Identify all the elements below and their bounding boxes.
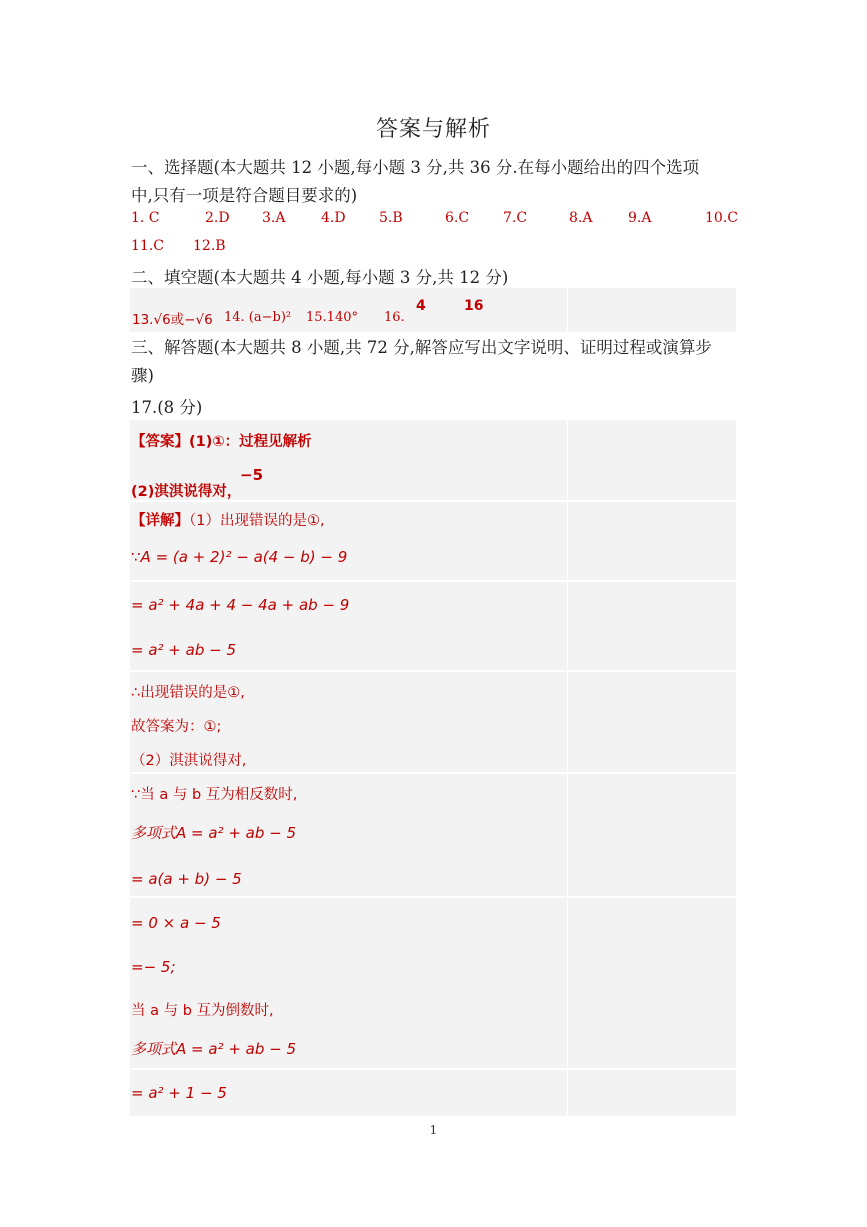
answer-14: 14. (a−b)² — [224, 310, 292, 325]
answer-15: 15.140° — [306, 310, 358, 325]
section1-heading-line1: 一、选择题(本大题共 12 小题,每小题 3 分,共 36 分.在每小题给出的四个选项 — [131, 158, 700, 177]
section1-heading-line2: 中,只有一项是符合题目要求的) — [131, 186, 358, 205]
section3-heading-line2: 骤) — [131, 366, 154, 385]
question-17-heading: 17.(8 分) — [131, 398, 203, 417]
answer-line-1 — [131, 430, 312, 451]
answer-item: 4.D — [321, 210, 346, 226]
section3-heading-line1: 三、解答题(本大题共 8 小题,共 72 分,解答应写出文字说明、证明过程或演算步 — [131, 338, 712, 357]
step-11: =− 5; — [131, 958, 176, 976]
detail-intro: （1）出现错误的是①, — [189, 513, 325, 529]
answer-item: 5.B — [379, 210, 403, 226]
answer-line-2 — [131, 480, 241, 501]
step-6: （2）淇淇说得对, — [131, 753, 247, 769]
step-14: = a² + 1 − 5 — [131, 1084, 227, 1102]
answer-item: 3.A — [262, 210, 286, 226]
fill-blank-answers-box — [130, 288, 736, 332]
step-2: = a² + 4a + 4 − 4a + ab − 9 — [131, 596, 350, 614]
step-5: 故答案为：①; — [131, 719, 222, 735]
answer-item: 9.A — [628, 210, 652, 226]
answer-item: 10.C — [705, 210, 738, 226]
answer-16-value2: 16 — [464, 298, 484, 314]
step-8: 多项式A = a² + ab − 5 — [131, 824, 297, 842]
section2-heading: 二、填空题(本大题共 4 小题,每小题 3 分,共 12 分) — [131, 268, 509, 287]
page-number: 1 — [429, 1123, 438, 1137]
detail-tag: 【详解】 — [131, 513, 189, 529]
step-13: 多项式A = a² + ab − 5 — [131, 1040, 297, 1058]
answer-13: 13.√6或−√6 — [132, 312, 213, 328]
answer-item: 11.C — [131, 238, 164, 254]
choice-answers-row2 — [131, 238, 741, 258]
answer-value: −5 — [240, 466, 264, 484]
step-4: ∴出现错误的是①, — [131, 685, 245, 701]
step-7: ∵当 a 与 b 互为相反数时, — [131, 787, 298, 803]
detail-line — [131, 509, 325, 530]
answer-part2: (2)淇淇说得对， — [131, 484, 242, 500]
answer-item: 8.A — [569, 210, 593, 226]
answer-item: 7.C — [503, 210, 528, 226]
answer-item: 6.C — [445, 210, 470, 226]
answer-part1: (1)①：过程见解析 — [189, 434, 312, 450]
answer-item: 2.D — [205, 210, 230, 226]
answer-16-label: 16. — [384, 310, 405, 325]
step-12: 当 a 与 b 互为倒数时, — [131, 1003, 274, 1019]
step-9: = a(a + b) − 5 — [131, 870, 242, 888]
answer-16-value1: 4 — [416, 298, 426, 314]
step-1: ∵A = (a + 2)² − a(4 − b) − 9 — [131, 548, 348, 566]
page-title: 答案与解析 — [375, 117, 491, 142]
step-3: = a² + ab − 5 — [131, 641, 237, 659]
answer-tag: 【答案】 — [131, 434, 189, 450]
step-10: = 0 × a − 5 — [131, 914, 221, 932]
answer-item: 1. C — [131, 210, 160, 226]
choice-answers-row1 — [131, 210, 741, 230]
answer-item: 12.B — [193, 238, 226, 254]
